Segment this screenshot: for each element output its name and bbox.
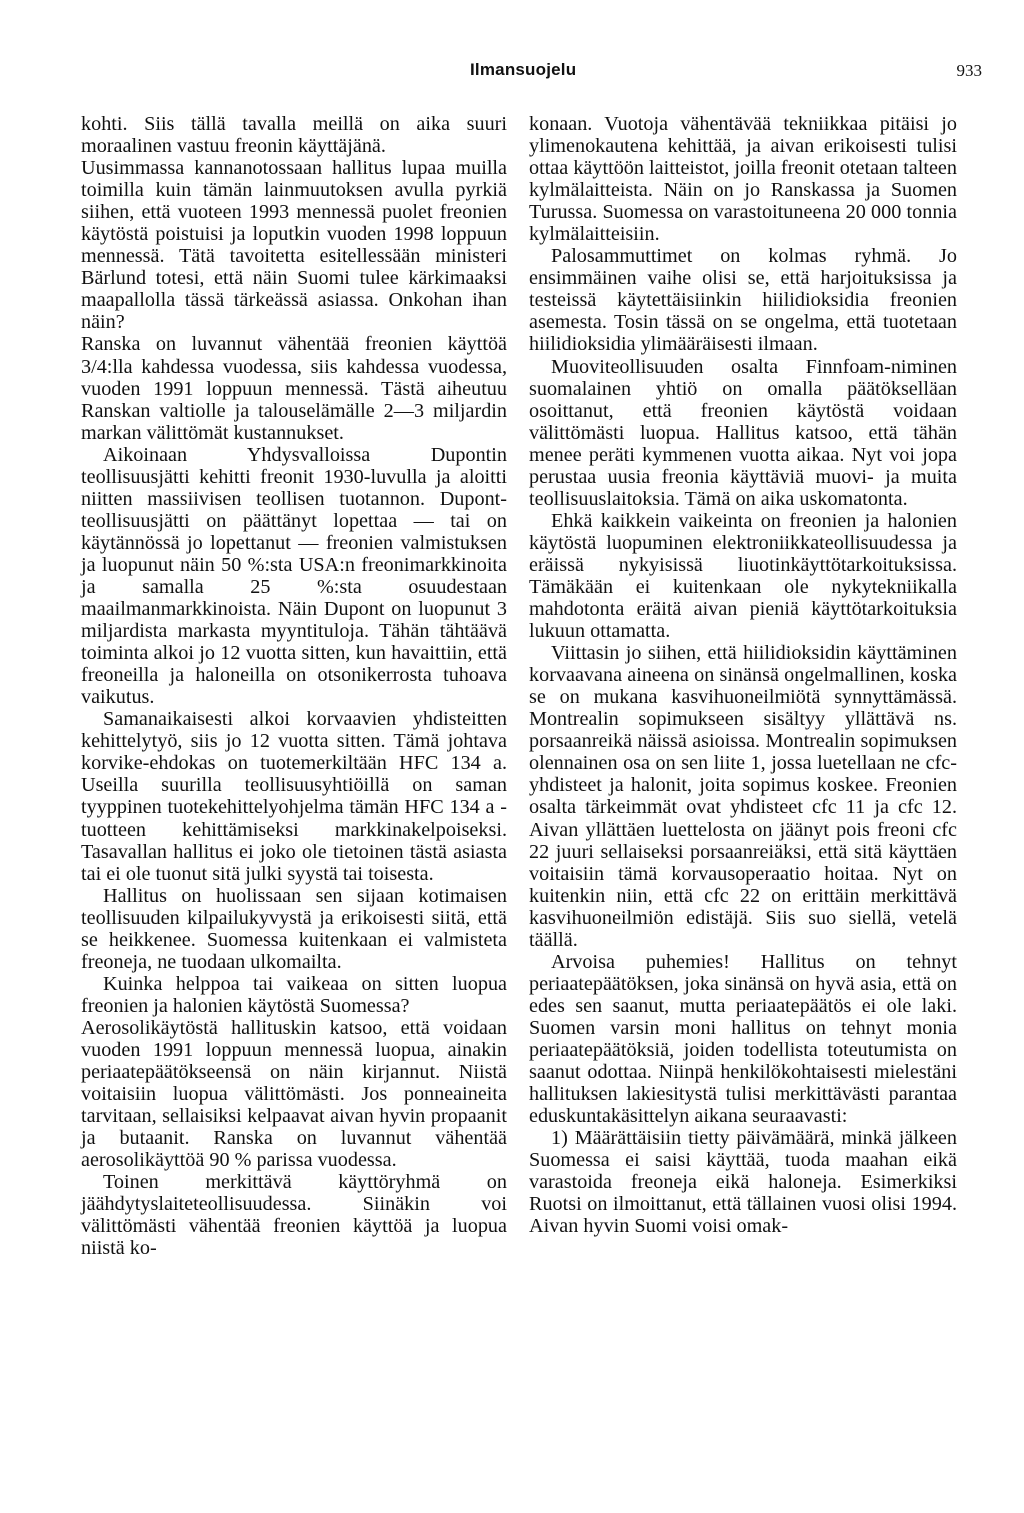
paragraph: Aerosolikäytöstä hallituskin katsoo, että voidaan vuoden 1991 loppuun mennessä luopua, ainakin periaatepäätökseensä on näin kirjannut. Niistä voitaisiin luopua välittömästi. Jos ponneaineita tarvitaan, sellaisiksi kelpaavat aivan hyvin propaanit ja butaanit. Ranska on luvannut vähentää aerosolikäyttöä 90 % parissa vuodessa. xyxy=(81,1016,507,1172)
paragraph: Aikoinaan Yhdysvalloissa Dupontin teollisuusjätti kehitti freonit 1930-luvulla ja aloitti niitten massiivisen teollisen tuotannon. Dupont-teollisuusjätti on päättänyt lopettaa — tai on käytännössä jo lopettanut — freonien valmistuksen ja luopunut näin 50 %:sta USA:n freonimarkkinoita ja samalla 25 %:sta osuudestaan maailmanmarkkinoista. Näin Dupont on luopunut 3 miljardista markasta myyntituloja. Tähän tähtäävä toiminta alkoi jo 12 vuotta sitten, kun havaittiin, että freoneilla ja haloneilla on otsonikerrosta tuhoava vaikutus. xyxy=(81,443,507,709)
paragraph: Palosammuttimet on kolmas ryhmä. Jo ensimmäinen vaihe olisi se, että harjoituksissa ja testeissä käytettäisiinkin hiilidioksidia freonien asemesta. Tosin tässä on se ongelma, että tuotetaan hiilidioksidia ylimääräisesti ilmaan. xyxy=(529,245,957,356)
paragraph: Samanaikaisesti alkoi korvaavien yhdisteitten kehittelytyö, siis jo 12 vuotta sitten. Tämä johtava korvike-ehdokas on tuotemerkiltään HFC 134 a. Useilla suurilla teollisuusyhtiöillä on saman tyyppinen tuotekehittelyohjelma tämän HFC 134 a -tuotteen kehittämiseksi markkinakelpoiseksi. Tasavallan hallitus ei joko ole tietoinen tästä asiasta tai ei ole tuonut sitä julki syystä tai toisesta. xyxy=(81,708,507,885)
paragraph: Arvoisa puhemies! Hallitus on tehnyt periaatepäätöksen, joka sinänsä on hyvä asia, että on edes sen saanut, mutta periaatepäätös ei ole laki. Suomen varsin moni hallitus on tehnyt monia periaatepäätöksiä, joiden todellista toteutumista on saanut odottaa. Niinpä henkilökohtaisesti mielestäni hallituksen lakiesitystä tulisi merkittävästi parantaa eduskuntakäsittelyn aikana seuraavasti: xyxy=(529,950,957,1128)
paragraph: Muoviteollisuuden osalta Finnfoam-niminen suomalainen yhtiö on omalla päätökselläan osoittanut, että freonien käytöstä voidaan välittömästi luopua. Hallitus katsoo, että tähän menee peräti kymmenen vuotta aikaa. Nyt voi jopa perustaa uusia freonia käyttäviä muovi- ja muita teollisuuslaitoksia. Tämä on aika uskomatonta. xyxy=(529,355,957,510)
running-header xyxy=(0,60,1024,84)
paragraph: Uusimmassa kannanotossaan hallitus lupaa muilla toimilla kuin tämän lainmuutoksen avulla pyrkiä siihen, että vuoteen 1993 mennessä puolet freonien käytöstä poistuisi ja loputkin vuoden 1998 loppuun mennessä. Tätä tavoitetta esitellessään ministeri Bärlund totesi, että näin Suomi tulee kärkimaaksi maapallolla tässä tärkeässä asiassa. Onkohan ihan näin? xyxy=(81,157,507,334)
paragraph: Kuinka helppoa tai vaikeaa on sitten luopua freonien ja halonien käytöstä Suomessa? xyxy=(81,972,507,1017)
paragraph: Toinen merkittävä käyttöryhmä on jäähdytyslaiteteollisuudessa. Siinäkin voi välittömästi vähentää freonien käyttöä ja luopua niistä ko- xyxy=(81,1171,507,1260)
section-title: Ilmansuojelu xyxy=(470,60,577,79)
paragraph: Ranska on luvannut vähentää freonien käyttöä 3/4:lla kahdessa vuodessa, siis kahdessa vuodessa, vuoden 1991 loppuun mennessä. Tästä aiheutuu Ranskan valtiolle ja talouselämälle 2—3 miljardin markan välittömät kustannukset. xyxy=(81,333,507,444)
paragraph: 1) Määrättäisiin tietty päivämäärä, minkä jälkeen Suomessa ei saisi käyttää, tuoda maahan eikä varastoida freoneja eikä haloneja. Esimerkiksi Ruotsi on ilmoittanut, että tällainen vuosi olisi 1994. Aivan hyvin Suomi voisi omak- xyxy=(529,1127,957,1238)
right-column xyxy=(529,113,957,1237)
paragraph: konaan. Vuotoja vähentävää tekniikkaa pitäisi jo ylimenokautena kehittää, ja aivan erikoisesti tulisi ottaa käyttöön laitteistot, joilla freonit otetaan talteen kylmälaitteista. Näin on jo Ranskassa ja Suomen Turussa. Suomessa on varastoituneena 20 000 tonnia kylmälaitteisiin. xyxy=(529,113,957,246)
paragraph: Ehkä kaikkein vaikeinta on freonien ja halonien käytöstä luopuminen elektroniikkateollisuudessa ja eräissä nykyisissä liuotinkäyttötarkoituksissa. Tämäkään ei kuitenkaan ole nykytekniikalla mahdotonta eräitä aivan pieniä käyttötarkoituksia lukuun ottamatta. xyxy=(529,509,957,643)
paragraph: Viittasin jo siihen, että hiilidioksidin käyttäminen korvaavana aineena on sinänsä ongelmallinen, koska se on mukana kasvihuoneilmiötä synnyttämässä. Montrealin sopimukseen sisältyy yllättävä ns. porsaanreikä näissä asioissa. Montrealin sopimuksen olennainen osa on sen liite 1, jossa luetellaan ne cfc-yhdisteet ja halonit, joita sopimus koskee. Freonien osalta tärkeimmät ovat yhdisteet cfc 11 ja cfc 12. Aivan yllättäen luettelosta on jäänyt pois freoni cfc 22 juuri sellaiseksi porsaanreiäksi, että sitä käyttäen voitaisiin tämä korvausoperaatio hoitaa. Nyt on kuitenkin niin, että cfc 22 on erittäin merkittävä kasvihuoneilmiön edistäjä. Siis suo siellä, vetelä täällä. xyxy=(529,642,957,951)
page-number: 933 xyxy=(956,61,982,80)
paragraph: Hallitus on huolissaan sen sijaan kotimaisen teollisuuden kilpailukyvystä ja erikoisesti siitä, että se heikkenee. Suomessa kuitenkaan ei valmisteta freoneja, ne tuodaan ulkomailta. xyxy=(81,884,507,973)
left-column xyxy=(81,113,507,1259)
paragraph: kohti. Siis tällä tavalla meillä on aika suuri moraalinen vastuu freonin käyttäjänä. xyxy=(81,113,507,158)
